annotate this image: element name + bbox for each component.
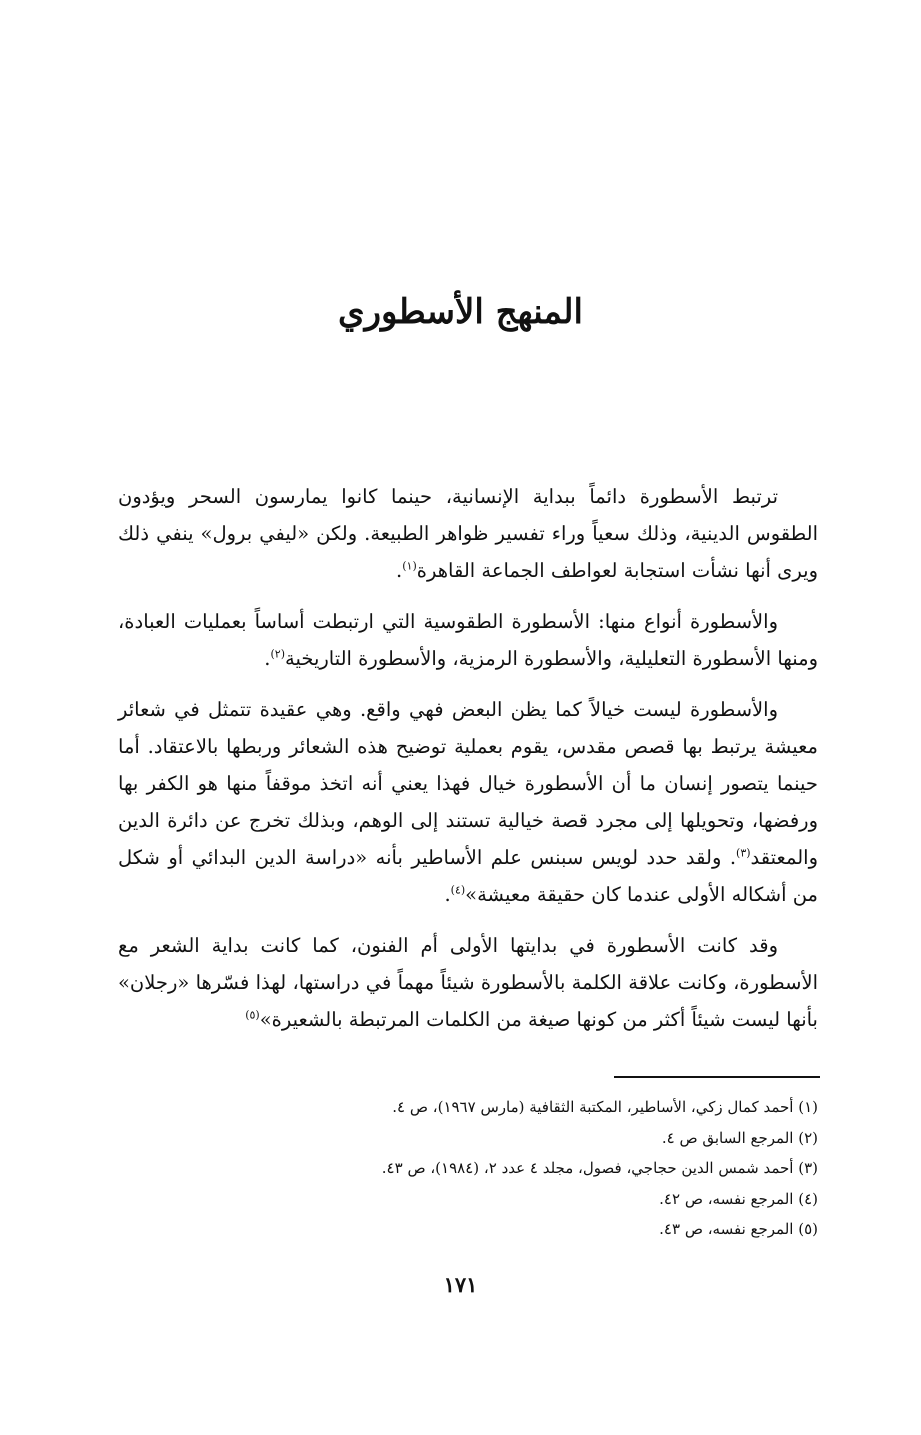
paragraph-1 [118,478,818,589]
paragraph-4 [118,927,818,1038]
paragraph-text: ترتبط الأسطورة دائماً ببداية الإنسانية، حينما كانوا يمارسون السحر ويؤدون الطقوس الدينية، وذلك سعياً وراء تفسير ظواهر الطبيعة. ولكن «ليفي برول» ينفي ذلك ويرى أنها نشأت استجابة لعواطف الجماعة القاهرة [118,485,818,582]
footnote-divider [614,1076,820,1078]
footnote-item: (٤) المرجع نفسه، ص ٤٢. [659,1189,818,1208]
footnote-item: (٥) المرجع نفسه، ص ٤٣. [659,1220,818,1238]
paragraph-text: والأسطورة ليست خيالاً كما يظن البعض فهي واقع. وهي عقيدة تتمثل في شعائر معيشة يرتبط بها قصص مقدس، يقوم بعملية توضيح هذه الشعائر وربطها بالاعتقاد. أما حينما يتصور إنسان ما أن الأسطورة خيال فهذا يعني أنه اتخذ موقفاً منها هو الكفر بها ورفضها، وتحويلها إلى مجرد قصة خيالية تستند إلى الوهم، وبذلك تخرج عن دائرة الدين والمعتقد [118,698,818,869]
paragraph-text-end: . [396,559,403,582]
paragraph-text-end: . [444,883,451,906]
footnote-item: (٣) أحمد شمس الدين حجاجي، فصول، مجلد ٤ عدد ٢، (١٩٨٤)، ص ٤٣. [381,1159,818,1177]
footnote-reference: (٢) [270,647,286,661]
footnotes-list [118,1092,818,1245]
footnote-item: (١) أحمد كمال زكي، الأساطير، المكتبة الثقافية (مارس ١٩٦٧)، ص ٤. [392,1098,818,1116]
page-title: المنهج الأسطوري [338,292,583,332]
page-number: ١٧١ [443,1272,478,1297]
footnote-reference: (٥) [245,1008,260,1022]
paragraph-text: وقد كانت الأسطورة في بدايتها الأولى أم الفنون، كما كانت بداية الشعر مع الأسطورة، وكانت علاقة الكلمة بالأسطورة شيئاً مهماً في دراستها، لهذا فسّرها «رجلان» بأنها ليست شيئاً أكثر من كونها صيغة من الكلمات المرتبطة بالشعيرة» [118,934,818,1031]
paragraph-text-continued: . ولقد حدد لويس سبنس علم الأساطير بأنه «دراسة الدين البدائي أو شكل من أشكاله الأولى عندما كان حقيقة معيشة» [118,846,818,906]
footnote-item: (٢) المرجع السابق ص ٤. [661,1128,818,1147]
footnote-reference: (٣) [736,846,751,860]
footnote-reference: (٤) [450,883,466,897]
paragraph-text-end: . [264,647,271,670]
body-text [118,478,818,1052]
paragraph-text: والأسطورة أنواع منها: الأسطورة الطقوسية التي ارتبطت أساساً بعمليات العبادة، ومنها الأسطورة التعليلية، والأسطورة الرمزية، والأسطورة التاريخية [118,610,818,670]
footnote-reference: (١) [402,559,417,573]
paragraph-2 [118,603,818,677]
paragraph-3 [118,691,818,913]
